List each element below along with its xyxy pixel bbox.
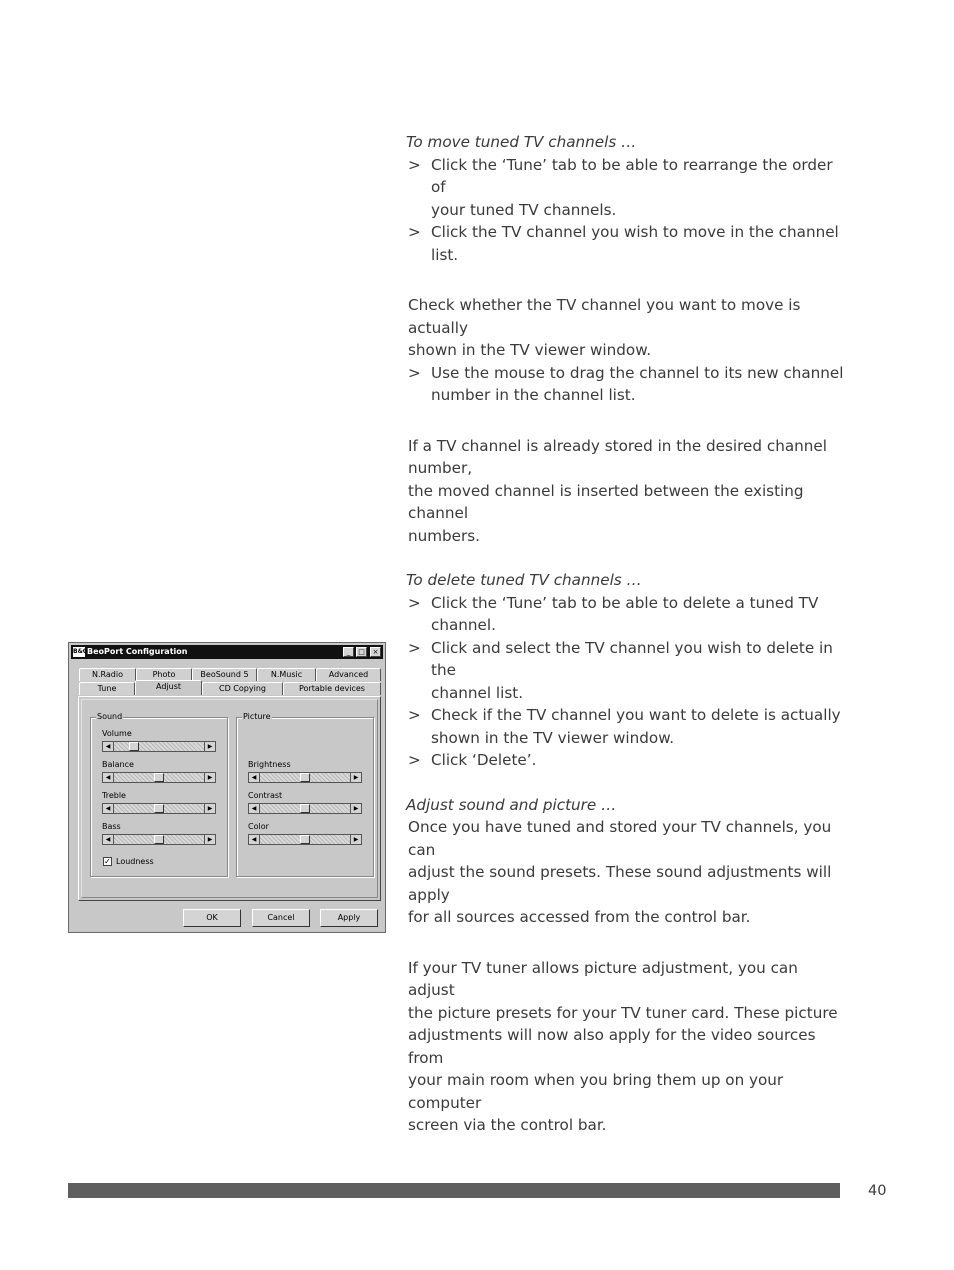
arrow-right-icon[interactable]: ▶ — [204, 835, 215, 844]
arrow-right-icon[interactable]: ▶ — [204, 804, 215, 813]
arrow-left-icon[interactable]: ◀ — [249, 804, 260, 813]
spacer — [408, 266, 848, 294]
bullet-item — [408, 637, 848, 705]
contrast-label: Contrast — [248, 791, 283, 800]
spacer — [408, 929, 848, 957]
volume-label: Volume — [102, 729, 132, 738]
paragraph-check-channel — [408, 294, 848, 362]
tab-nradio[interactable]: N.Radio — [79, 668, 136, 681]
bullet-text-line: shown in the TV viewer window. — [431, 728, 675, 747]
text-line: Check whether the TV channel you want to move is actually — [408, 296, 801, 337]
beoport-configuration-dialog — [68, 642, 386, 933]
bullet-text-line: Click ‘Delete’. — [431, 751, 537, 769]
bullet-marker: > — [408, 638, 421, 657]
loudness-checkbox[interactable]: ✓ — [104, 857, 111, 866]
tab-portable-devices[interactable]: Portable devices — [283, 682, 381, 695]
slider-thumb[interactable] — [154, 804, 164, 813]
bullet-text-line: Click the TV channel you wish to move in the channel list. — [431, 223, 839, 264]
slider-thumb[interactable] — [300, 835, 310, 844]
paragraph-sound-presets — [408, 816, 848, 929]
spacer — [408, 772, 848, 794]
bullet-text-line: Click and select the TV channel you wish to delete in the — [431, 638, 833, 679]
bullet-marker: > — [408, 223, 421, 241]
main-text-column — [408, 131, 848, 1137]
cancel-button[interactable]: Cancel — [252, 909, 310, 927]
balance-slider[interactable] — [102, 772, 216, 783]
slider-thumb[interactable] — [300, 804, 310, 813]
brightness-label: Brightness — [248, 760, 291, 769]
tab-nmusic[interactable]: N.Music — [257, 668, 316, 681]
treble-slider[interactable] — [102, 803, 216, 814]
text-line: shown in the TV viewer window. — [408, 341, 652, 359]
arrow-left-icon[interactable]: ◀ — [249, 773, 260, 782]
bang-olufsen-logo-icon: B&O — [73, 648, 88, 655]
color-label: Color — [248, 822, 269, 831]
dialog-title: BeoPort Configuration — [87, 647, 188, 656]
slider-thumb[interactable] — [129, 742, 139, 751]
text-line: your main room when you bring them up on your computer — [408, 1071, 784, 1112]
balance-label: Balance — [102, 760, 134, 769]
spacer — [408, 407, 848, 435]
page-number: 40 — [868, 1183, 887, 1199]
picture-group — [236, 712, 374, 877]
paragraph-already-stored — [408, 435, 848, 548]
maximize-button[interactable]: □ — [356, 647, 367, 657]
picture-group-title: Picture — [243, 712, 271, 721]
bass-label: Bass — [102, 822, 121, 831]
spacer — [408, 547, 848, 569]
bullet-text-line: Click the ‘Tune’ tab to be able to rearrange the order of — [431, 155, 833, 196]
arrow-right-icon[interactable]: ▶ — [204, 742, 215, 751]
tab-tune[interactable]: Tune — [79, 682, 135, 695]
bullet-item — [408, 704, 848, 749]
bullet-item — [408, 749, 848, 772]
bullet-text-line: number in the channel list. — [431, 386, 636, 404]
arrow-left-icon[interactable]: ◀ — [103, 742, 114, 751]
bullet-text-line: your tuned TV channels. — [431, 200, 617, 219]
tab-photo[interactable]: Photo — [136, 668, 192, 681]
bullet-marker: > — [408, 706, 421, 724]
contrast-slider[interactable] — [248, 803, 362, 814]
bullet-item — [408, 362, 848, 407]
footer-bar — [68, 1183, 840, 1198]
text-line: adjustments will now also apply for the video sources from — [408, 1026, 816, 1067]
text-line: If your TV tuner allows picture adjustment, you can adjust — [408, 958, 798, 999]
text-line: the moved channel is inserted between the existing channel — [408, 481, 804, 522]
slider-thumb[interactable] — [154, 835, 164, 844]
arrow-right-icon[interactable]: ▶ — [204, 773, 215, 782]
text-line: for all sources accessed from the control bar. — [408, 908, 751, 926]
ok-button[interactable]: OK — [183, 909, 241, 927]
adjust-tab-panel — [78, 696, 381, 901]
text-line: numbers. — [408, 526, 481, 545]
tab-adjust[interactable]: Adjust — [135, 680, 202, 695]
bullet-item — [408, 221, 848, 266]
arrow-left-icon[interactable]: ◀ — [103, 773, 114, 782]
paragraph-picture-presets — [408, 957, 848, 1137]
heading-delete-channels: To delete tuned TV channels … — [406, 571, 642, 589]
heading-adjust-sound-picture: Adjust sound and picture … — [406, 795, 617, 814]
arrow-left-icon[interactable]: ◀ — [249, 835, 260, 844]
text-line: adjust the sound presets. These sound adjustments will apply — [408, 863, 832, 904]
text-line: the picture presets for your TV tuner card. These picture — [408, 1003, 838, 1022]
bullet-text-line: Click the ‘Tune’ tab to be able to delete a tuned TV channel. — [431, 593, 819, 634]
bullet-text-line: channel list. — [431, 683, 524, 702]
bullet-text-line: Use the mouse to drag the channel to its new channel — [431, 363, 844, 382]
slider-thumb[interactable] — [154, 773, 164, 782]
tab-beosound5[interactable]: BeoSound 5 — [192, 668, 257, 681]
arrow-left-icon[interactable]: ◀ — [103, 835, 114, 844]
arrow-right-icon[interactable]: ▶ — [350, 835, 361, 844]
bass-slider[interactable] — [102, 834, 216, 845]
bullet-marker: > — [408, 751, 421, 769]
sound-group — [90, 712, 228, 877]
text-line: Once you have tuned and stored your TV channels, you can — [408, 818, 832, 859]
text-line: If a TV channel is already stored in the desired channel number, — [408, 436, 827, 477]
sound-group-title: Sound — [97, 712, 123, 721]
arrow-right-icon[interactable]: ▶ — [350, 804, 361, 813]
bullet-marker: > — [408, 155, 421, 174]
arrow-left-icon[interactable]: ◀ — [103, 804, 114, 813]
bullet-marker: > — [408, 363, 421, 382]
color-slider[interactable] — [248, 834, 362, 845]
dialog-titlebar[interactable] — [71, 645, 383, 659]
tab-cd-copying[interactable]: CD Copying — [202, 682, 283, 695]
apply-button[interactable]: Apply — [320, 909, 378, 927]
treble-label: Treble — [102, 791, 126, 800]
brightness-slider[interactable] — [248, 772, 362, 783]
volume-slider[interactable] — [102, 741, 216, 752]
loudness-label: Loudness — [116, 857, 154, 866]
arrow-right-icon[interactable]: ▶ — [350, 773, 361, 782]
bullet-marker: > — [408, 593, 421, 612]
slider-thumb[interactable] — [300, 773, 310, 782]
close-button[interactable]: × — [370, 647, 381, 657]
text-line: screen via the control bar. — [408, 1116, 607, 1134]
bullet-item — [408, 154, 848, 222]
heading-move-channels: To move tuned TV channels … — [406, 133, 637, 151]
tab-advanced[interactable]: Advanced — [316, 668, 381, 681]
minimize-button[interactable]: _ — [343, 647, 354, 657]
bullet-item — [408, 592, 848, 637]
bullet-text-line: Check if the TV channel you want to delete is actually — [431, 706, 841, 724]
